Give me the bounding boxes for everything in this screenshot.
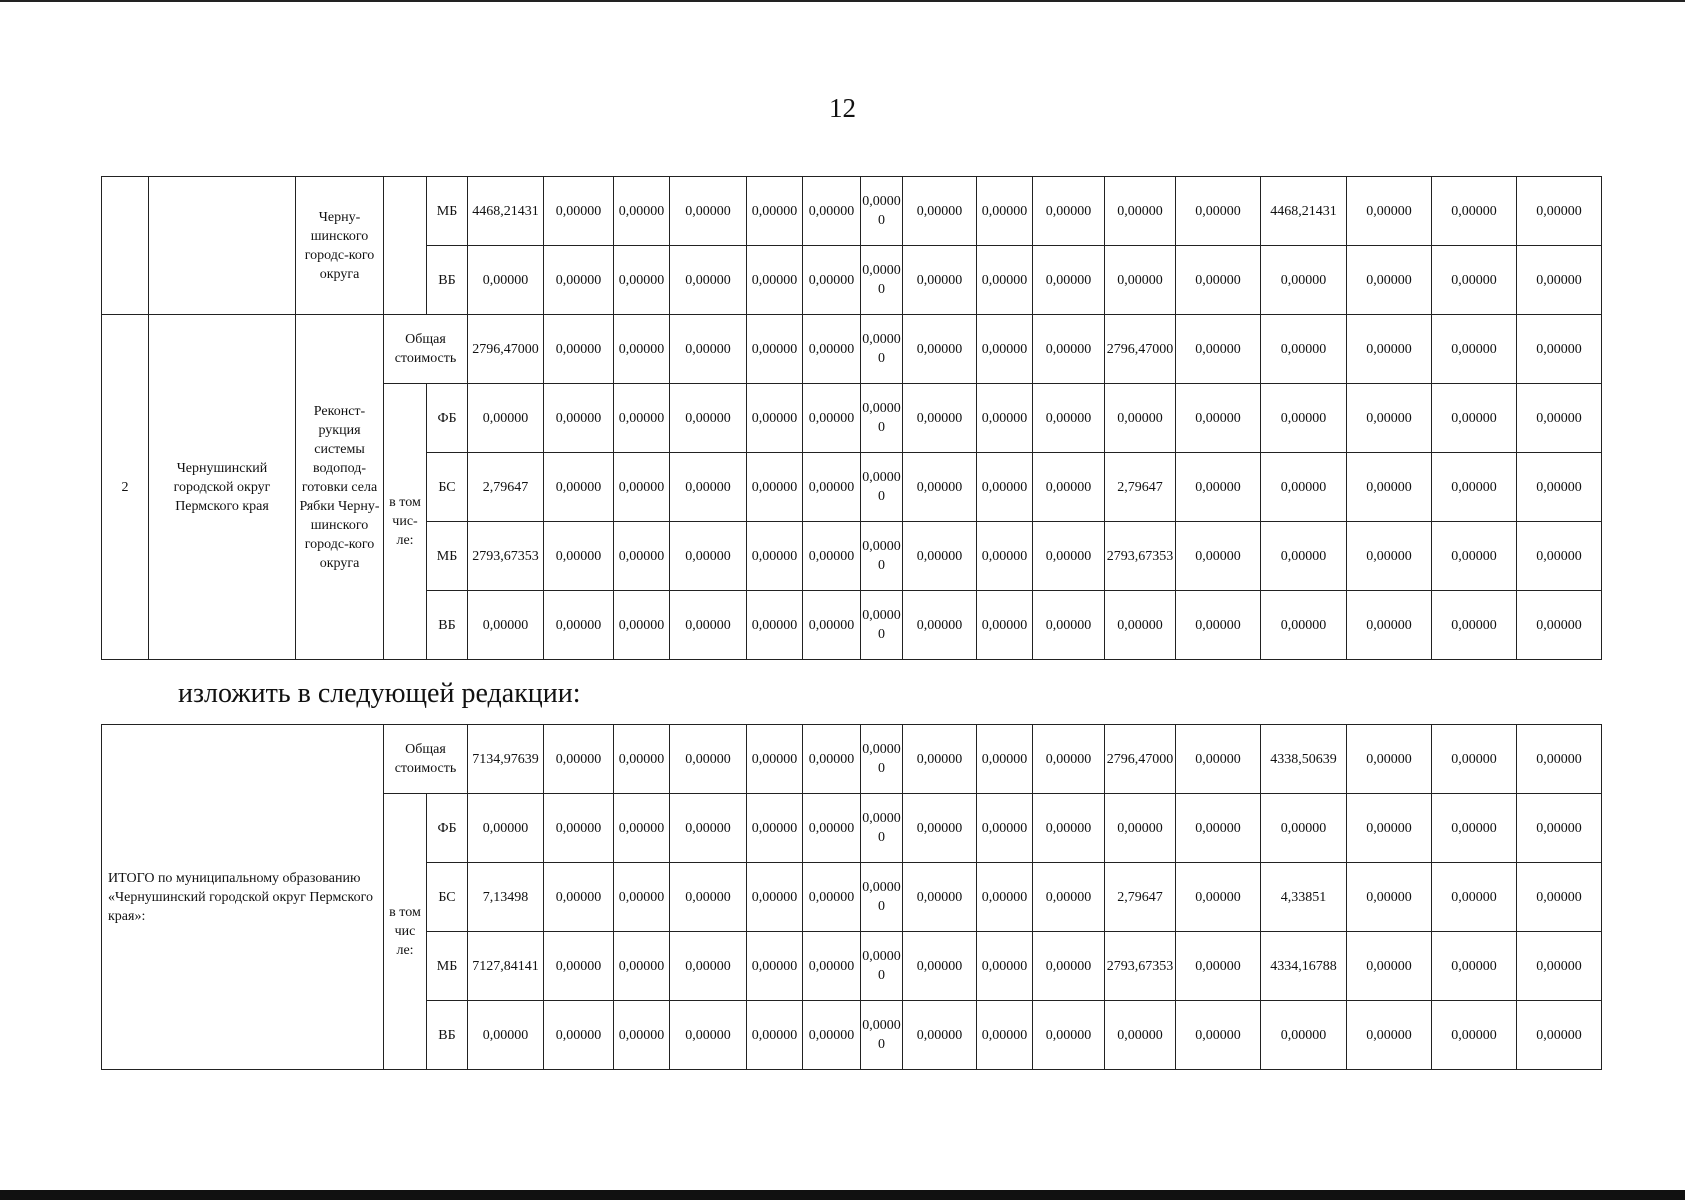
value-cell: 0,00000 xyxy=(1347,453,1432,522)
value-cell: 0,00000 xyxy=(977,863,1033,932)
value-cell: 0,00000 xyxy=(1105,591,1176,660)
value-cell: 0,00000 xyxy=(1105,246,1176,315)
value-cell: 0,00000 xyxy=(1347,591,1432,660)
value-cell: 0,00000 xyxy=(977,932,1033,1001)
value-cell: 0,00000 xyxy=(803,522,861,591)
source-cell: БС xyxy=(427,863,468,932)
row-number-cell xyxy=(102,177,149,315)
value-cell: 0,00000 xyxy=(803,725,861,794)
value-cell: 0,00000 xyxy=(1347,863,1432,932)
source-cell: МБ xyxy=(427,522,468,591)
value-cell: 0,00000 xyxy=(544,246,614,315)
value-cell: 0,00000 xyxy=(670,863,747,932)
value-cell: 0,00000 xyxy=(1033,863,1105,932)
value-cell: 0,00000 xyxy=(468,246,544,315)
value-cell: 0,00000 xyxy=(670,725,747,794)
row-number-cell: 2 xyxy=(102,315,149,660)
program-table-original xyxy=(101,176,1602,660)
value-cell: 0,00000 xyxy=(1176,315,1261,384)
value-cell: 2796,47000 xyxy=(1105,725,1176,794)
value-cell: 0,00000 xyxy=(1347,1001,1432,1070)
value-cell: 0,00000 xyxy=(1432,246,1517,315)
value-cell: 0,00000 xyxy=(614,246,670,315)
value-cell: 0,00000 xyxy=(544,315,614,384)
value-cell: 0,00000 xyxy=(544,932,614,1001)
value-cell: 0,00000 xyxy=(1432,863,1517,932)
value-cell: 0,00000 xyxy=(1261,315,1347,384)
value-cell: 0,00000 xyxy=(747,522,803,591)
value-cell: 0,00000 xyxy=(1517,315,1602,384)
value-cell: 0,00000 xyxy=(861,1001,903,1070)
value-cell: 0,00000 xyxy=(861,177,903,246)
value-cell: 0,00000 xyxy=(861,725,903,794)
value-cell: 0,00000 xyxy=(1105,177,1176,246)
value-cell: 0,00000 xyxy=(747,794,803,863)
value-cell: 0,00000 xyxy=(468,384,544,453)
value-cell: 0,00000 xyxy=(614,932,670,1001)
value-cell: 2796,47000 xyxy=(468,315,544,384)
value-cell: 0,00000 xyxy=(1176,932,1261,1001)
value-cell: 4468,21431 xyxy=(1261,177,1347,246)
page-number: 12 xyxy=(829,93,856,123)
value-cell: 2,79647 xyxy=(1105,453,1176,522)
value-cell: 0,00000 xyxy=(614,725,670,794)
source-cell: ВБ xyxy=(427,591,468,660)
total-cost-label: Общая стоимость xyxy=(384,315,468,384)
total-cost-label: Общая стоимость xyxy=(384,725,468,794)
value-cell: 0,00000 xyxy=(1517,725,1602,794)
value-cell: 0,00000 xyxy=(861,863,903,932)
value-cell: 0,00000 xyxy=(803,453,861,522)
value-cell: 0,00000 xyxy=(903,932,977,1001)
value-cell: 0,00000 xyxy=(1105,794,1176,863)
table-row xyxy=(102,177,1602,246)
value-cell: 0,00000 xyxy=(614,863,670,932)
value-cell: 0,00000 xyxy=(670,932,747,1001)
value-cell: 0,00000 xyxy=(803,932,861,1001)
value-cell: 0,00000 xyxy=(1176,522,1261,591)
value-cell: 0,00000 xyxy=(747,1001,803,1070)
value-cell: 0,00000 xyxy=(1261,591,1347,660)
value-cell: 0,00000 xyxy=(903,863,977,932)
scan-edge-top xyxy=(0,0,1685,2)
value-cell: 2,79647 xyxy=(468,453,544,522)
municipality-cell xyxy=(149,177,296,315)
value-cell: 0,00000 xyxy=(1176,453,1261,522)
value-cell: 0,00000 xyxy=(747,177,803,246)
value-cell: 0,00000 xyxy=(1432,725,1517,794)
source-cell: ФБ xyxy=(427,384,468,453)
value-cell: 0,00000 xyxy=(544,591,614,660)
table-row xyxy=(102,315,1602,384)
value-cell: 0,00000 xyxy=(903,384,977,453)
value-cell: 0,00000 xyxy=(903,453,977,522)
value-cell: 0,00000 xyxy=(544,522,614,591)
value-cell: 0,00000 xyxy=(544,453,614,522)
value-cell: 0,00000 xyxy=(1517,246,1602,315)
value-cell: 2796,47000 xyxy=(1105,315,1176,384)
value-cell: 0,00000 xyxy=(1517,591,1602,660)
value-cell: 0,00000 xyxy=(1033,315,1105,384)
value-cell: 0,00000 xyxy=(977,522,1033,591)
section-heading: изложить в следующей редакции: xyxy=(178,678,581,709)
value-cell: 0,00000 xyxy=(1105,384,1176,453)
value-cell: 0,00000 xyxy=(1033,591,1105,660)
total-label-cell: ИТОГО по муниципальному образованию «Чернушинский городской округ Пермского края»: xyxy=(102,725,384,1070)
value-cell: 0,00000 xyxy=(544,177,614,246)
value-cell: 0,00000 xyxy=(1033,384,1105,453)
value-cell: 0,00000 xyxy=(977,725,1033,794)
value-cell: 2,79647 xyxy=(1105,863,1176,932)
value-cell: 0,00000 xyxy=(803,384,861,453)
value-cell: 0,00000 xyxy=(1517,863,1602,932)
value-cell: 0,00000 xyxy=(1261,794,1347,863)
value-cell: 0,00000 xyxy=(1432,591,1517,660)
value-cell: 0,00000 xyxy=(747,246,803,315)
value-cell: 0,00000 xyxy=(670,522,747,591)
value-cell: 0,00000 xyxy=(803,177,861,246)
value-cell: 0,00000 xyxy=(468,794,544,863)
value-cell: 0,00000 xyxy=(1347,315,1432,384)
value-cell: 0,00000 xyxy=(670,794,747,863)
table-row xyxy=(102,725,1602,794)
value-cell: 0,00000 xyxy=(468,1001,544,1070)
value-cell: 4338,50639 xyxy=(1261,725,1347,794)
value-cell: 0,00000 xyxy=(614,384,670,453)
value-cell: 0,00000 xyxy=(1261,522,1347,591)
value-cell: 0,00000 xyxy=(977,246,1033,315)
value-cell: 0,00000 xyxy=(1432,932,1517,1001)
value-cell: 0,00000 xyxy=(1261,246,1347,315)
value-cell: 0,00000 xyxy=(747,315,803,384)
value-cell: 0,00000 xyxy=(803,246,861,315)
value-cell: 0,00000 xyxy=(1432,177,1517,246)
program-table-revised xyxy=(101,724,1602,1070)
value-cell: 0,00000 xyxy=(1261,1001,1347,1070)
value-cell: 0,00000 xyxy=(670,315,747,384)
value-cell: 0,00000 xyxy=(1176,725,1261,794)
value-cell: 0,00000 xyxy=(903,315,977,384)
value-cell: 0,00000 xyxy=(544,725,614,794)
value-cell: 0,00000 xyxy=(861,384,903,453)
value-cell: 0,00000 xyxy=(1517,794,1602,863)
value-cell: 0,00000 xyxy=(803,794,861,863)
value-cell: 0,00000 xyxy=(861,246,903,315)
value-cell: 4,33851 xyxy=(1261,863,1347,932)
value-cell: 0,00000 xyxy=(903,177,977,246)
value-cell: 7134,97639 xyxy=(468,725,544,794)
value-cell: 0,00000 xyxy=(614,177,670,246)
value-cell: 0,00000 xyxy=(1033,794,1105,863)
source-cell: БС xyxy=(427,453,468,522)
value-cell: 0,00000 xyxy=(977,315,1033,384)
value-cell: 0,00000 xyxy=(1176,1001,1261,1070)
value-cell: 7127,84141 xyxy=(468,932,544,1001)
value-cell: 0,00000 xyxy=(1176,384,1261,453)
value-cell: 0,00000 xyxy=(614,1001,670,1070)
value-cell: 0,00000 xyxy=(803,591,861,660)
value-cell: 0,00000 xyxy=(1432,315,1517,384)
value-cell: 4334,16788 xyxy=(1261,932,1347,1001)
source-cell: ФБ xyxy=(427,794,468,863)
value-cell: 0,00000 xyxy=(1347,177,1432,246)
value-cell: 0,00000 xyxy=(803,315,861,384)
value-cell: 0,00000 xyxy=(1033,177,1105,246)
value-cell: 0,00000 xyxy=(747,932,803,1001)
source-cell: ВБ xyxy=(427,1001,468,1070)
value-cell: 0,00000 xyxy=(1176,177,1261,246)
object-name-cell: Реконст-рукция системы водопод-готовки села Рябки Черну-шинского городс-кого округа xyxy=(296,315,384,660)
value-cell: 0,00000 xyxy=(861,522,903,591)
value-cell: 0,00000 xyxy=(614,315,670,384)
value-cell: 0,00000 xyxy=(861,591,903,660)
value-cell: 0,00000 xyxy=(544,794,614,863)
value-cell: 0,00000 xyxy=(861,932,903,1001)
value-cell: 0,00000 xyxy=(903,725,977,794)
value-cell: 0,00000 xyxy=(614,522,670,591)
value-cell: 0,00000 xyxy=(1347,522,1432,591)
value-cell: 4468,21431 xyxy=(468,177,544,246)
value-cell: 0,00000 xyxy=(977,1001,1033,1070)
object-name-cell: Черну-шинского городс-кого округа xyxy=(296,177,384,315)
value-cell: 0,00000 xyxy=(1517,384,1602,453)
value-cell: 2793,67353 xyxy=(1105,522,1176,591)
value-cell: 0,00000 xyxy=(747,863,803,932)
value-cell: 0,00000 xyxy=(1517,177,1602,246)
value-cell: 0,00000 xyxy=(1347,246,1432,315)
value-cell: 0,00000 xyxy=(803,1001,861,1070)
value-cell: 0,00000 xyxy=(861,453,903,522)
value-cell: 0,00000 xyxy=(614,453,670,522)
value-cell: 0,00000 xyxy=(1347,384,1432,453)
value-cell: 0,00000 xyxy=(803,863,861,932)
value-cell: 0,00000 xyxy=(1432,522,1517,591)
value-cell: 0,00000 xyxy=(670,384,747,453)
value-cell: 0,00000 xyxy=(977,453,1033,522)
value-cell: 0,00000 xyxy=(1517,932,1602,1001)
value-cell: 0,00000 xyxy=(903,794,977,863)
value-cell: 0,00000 xyxy=(670,177,747,246)
scan-edge-bottom xyxy=(0,1190,1685,1200)
value-cell: 0,00000 xyxy=(1347,794,1432,863)
value-cell: 0,00000 xyxy=(1432,384,1517,453)
value-cell: 0,00000 xyxy=(861,794,903,863)
value-cell: 0,00000 xyxy=(544,384,614,453)
in-that-label: в том чис ле: xyxy=(384,794,427,1070)
value-cell: 0,00000 xyxy=(1432,1001,1517,1070)
value-cell: 0,00000 xyxy=(670,453,747,522)
value-cell: 0,00000 xyxy=(903,1001,977,1070)
value-cell: 0,00000 xyxy=(903,591,977,660)
value-cell: 0,00000 xyxy=(747,591,803,660)
value-cell: 0,00000 xyxy=(614,591,670,660)
value-cell: 0,00000 xyxy=(1176,246,1261,315)
value-cell: 0,00000 xyxy=(1517,522,1602,591)
value-cell: 0,00000 xyxy=(1176,591,1261,660)
value-cell: 0,00000 xyxy=(861,315,903,384)
value-cell: 0,00000 xyxy=(903,246,977,315)
value-cell: 0,00000 xyxy=(1176,863,1261,932)
value-cell: 0,00000 xyxy=(977,384,1033,453)
value-cell: 0,00000 xyxy=(1033,932,1105,1001)
value-cell: 0,00000 xyxy=(903,522,977,591)
value-cell: 0,00000 xyxy=(670,246,747,315)
source-cell: ВБ xyxy=(427,246,468,315)
value-cell: 0,00000 xyxy=(1033,453,1105,522)
value-cell: 0,00000 xyxy=(544,1001,614,1070)
value-cell: 0,00000 xyxy=(1033,1001,1105,1070)
source-cell: МБ xyxy=(427,177,468,246)
value-cell: 0,00000 xyxy=(977,794,1033,863)
value-cell: 0,00000 xyxy=(747,725,803,794)
value-cell: 0,00000 xyxy=(1176,794,1261,863)
value-cell: 0,00000 xyxy=(1261,453,1347,522)
value-cell: 0,00000 xyxy=(544,863,614,932)
value-cell: 2793,67353 xyxy=(468,522,544,591)
value-cell: 7,13498 xyxy=(468,863,544,932)
value-cell: 0,00000 xyxy=(747,384,803,453)
value-cell: 0,00000 xyxy=(977,177,1033,246)
value-cell: 0,00000 xyxy=(1033,246,1105,315)
value-cell: 0,00000 xyxy=(747,453,803,522)
value-cell: 0,00000 xyxy=(670,591,747,660)
value-cell: 0,00000 xyxy=(1432,453,1517,522)
value-cell: 0,00000 xyxy=(1033,725,1105,794)
value-cell: 2793,67353 xyxy=(1105,932,1176,1001)
value-cell: 0,00000 xyxy=(1517,1001,1602,1070)
value-cell: 0,00000 xyxy=(1517,453,1602,522)
in-that-label: в том чис-ле: xyxy=(384,384,427,660)
value-cell: 0,00000 xyxy=(1261,384,1347,453)
value-cell: 0,00000 xyxy=(614,794,670,863)
value-cell: 0,00000 xyxy=(1347,725,1432,794)
value-cell: 0,00000 xyxy=(1033,522,1105,591)
value-cell: 0,00000 xyxy=(670,1001,747,1070)
municipality-cell: Чернушинский городской округ Пермского края xyxy=(149,315,296,660)
source-cell: МБ xyxy=(427,932,468,1001)
value-cell: 0,00000 xyxy=(977,591,1033,660)
value-cell: 0,00000 xyxy=(1347,932,1432,1001)
value-cell: 0,00000 xyxy=(1105,1001,1176,1070)
value-cell: 0,00000 xyxy=(468,591,544,660)
value-cell: 0,00000 xyxy=(1432,794,1517,863)
in-that-cell xyxy=(384,177,427,315)
